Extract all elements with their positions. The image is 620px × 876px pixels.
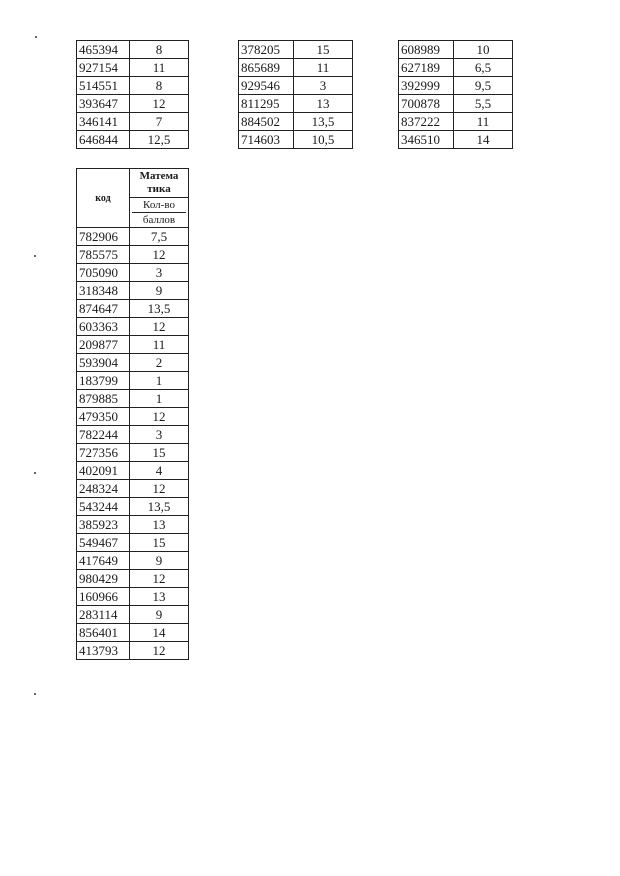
- table-row: [239, 41, 353, 59]
- score-cell: 10: [454, 41, 513, 59]
- table-row: [399, 59, 513, 77]
- score-cell: 4: [130, 462, 189, 480]
- table-row: [77, 95, 189, 113]
- code-cell: 927154: [77, 59, 130, 77]
- score-cell: 15: [294, 41, 353, 59]
- score-cell: 12: [130, 318, 189, 336]
- code-cell: 627189: [399, 59, 454, 77]
- score-cell: 1: [130, 372, 189, 390]
- score-cell: 3: [130, 426, 189, 444]
- score-cell: 11: [454, 113, 513, 131]
- unit-header-line-2: баллов: [142, 214, 176, 226]
- code-cell: 865689: [239, 59, 294, 77]
- score-cell: 12: [130, 408, 189, 426]
- table-row: [399, 113, 513, 131]
- table-row: [77, 444, 189, 462]
- subject-header-line-1: Матема: [139, 170, 179, 182]
- code-cell: 700878: [399, 95, 454, 113]
- unit-header-line-1: Кол-во: [132, 198, 186, 213]
- table-row: [77, 354, 189, 372]
- scores-table-2: [238, 40, 353, 149]
- scan-speck: [34, 255, 36, 257]
- table-row: [77, 113, 189, 131]
- code-cell: 248324: [77, 480, 130, 498]
- score-cell: 7: [130, 113, 189, 131]
- score-cell: 15: [130, 444, 189, 462]
- score-cell: 12,5: [130, 131, 189, 149]
- table-row: [239, 95, 353, 113]
- table-row: [239, 113, 353, 131]
- score-cell: 12: [130, 480, 189, 498]
- table-row: [77, 282, 189, 300]
- code-cell: 782244: [77, 426, 130, 444]
- code-cell: 811295: [239, 95, 294, 113]
- score-cell: 15: [130, 534, 189, 552]
- scan-speck: [34, 472, 36, 474]
- table-row: [77, 390, 189, 408]
- subject-column-header: [130, 169, 189, 198]
- header-row: [77, 169, 189, 198]
- code-cell: 879885: [77, 390, 130, 408]
- code-cell: 856401: [77, 624, 130, 642]
- table-row: [239, 59, 353, 77]
- code-cell: 160966: [77, 588, 130, 606]
- scan-speck: [34, 693, 36, 695]
- code-cell: 785575: [77, 246, 130, 264]
- scores-table-3-body: [399, 41, 513, 149]
- code-cell: 514551: [77, 77, 130, 95]
- subject-header-line-2: тика: [147, 183, 171, 195]
- score-cell: 12: [130, 95, 189, 113]
- code-cell: 393647: [77, 95, 130, 113]
- table-row: [77, 462, 189, 480]
- score-cell: 10,5: [294, 131, 353, 149]
- table-row: [77, 372, 189, 390]
- score-cell: 13,5: [294, 113, 353, 131]
- table-row: [77, 480, 189, 498]
- table-row: [77, 552, 189, 570]
- code-cell: 705090: [77, 264, 130, 282]
- score-cell: 13: [294, 95, 353, 113]
- code-cell: 413793: [77, 642, 130, 660]
- scores-table-3: [398, 40, 513, 149]
- scores-table-1-body: [77, 41, 189, 149]
- math-scores-header: [77, 169, 189, 228]
- table-row: [77, 606, 189, 624]
- score-cell: 11: [130, 59, 189, 77]
- score-cell: 9: [130, 552, 189, 570]
- table-row: [77, 588, 189, 606]
- table-row: [399, 95, 513, 113]
- code-column-header: код: [77, 169, 130, 228]
- code-cell: 543244: [77, 498, 130, 516]
- score-cell: 1: [130, 390, 189, 408]
- score-cell: 2: [130, 354, 189, 372]
- table-row: [399, 131, 513, 149]
- score-cell: 13,5: [130, 498, 189, 516]
- math-scores-body: [77, 228, 189, 660]
- code-cell: 608989: [399, 41, 454, 59]
- table-row: [239, 131, 353, 149]
- table-row: [77, 498, 189, 516]
- code-cell: 727356: [77, 444, 130, 462]
- score-cell: 8: [130, 41, 189, 59]
- table-row: [77, 41, 189, 59]
- code-cell: 346510: [399, 131, 454, 149]
- code-cell: 465394: [77, 41, 130, 59]
- table-row: [77, 516, 189, 534]
- table-row: [77, 318, 189, 336]
- table-row: [77, 426, 189, 444]
- code-cell: 346141: [77, 113, 130, 131]
- table-row: [77, 77, 189, 95]
- code-cell: 884502: [239, 113, 294, 131]
- table-row: [77, 642, 189, 660]
- table-row: [77, 570, 189, 588]
- code-cell: 392999: [399, 77, 454, 95]
- code-cell: 402091: [77, 462, 130, 480]
- score-cell: 13: [130, 588, 189, 606]
- table-row: [77, 408, 189, 426]
- code-cell: 603363: [77, 318, 130, 336]
- table-row: [399, 77, 513, 95]
- code-cell: 646844: [77, 131, 130, 149]
- score-cell: 3: [294, 77, 353, 95]
- table-row: [77, 300, 189, 318]
- code-cell: 714603: [239, 131, 294, 149]
- code-cell: 980429: [77, 570, 130, 588]
- score-cell: 14: [130, 624, 189, 642]
- math-scores-table: [76, 168, 189, 660]
- score-cell: 11: [130, 336, 189, 354]
- table-row: [77, 59, 189, 77]
- score-cell: 3: [130, 264, 189, 282]
- score-cell: 8: [130, 77, 189, 95]
- code-cell: 378205: [239, 41, 294, 59]
- unit-column-header: [130, 198, 189, 228]
- code-cell: 183799: [77, 372, 130, 390]
- code-cell: 593904: [77, 354, 130, 372]
- score-cell: 7,5: [130, 228, 189, 246]
- score-cell: 5,5: [454, 95, 513, 113]
- code-cell: 209877: [77, 336, 130, 354]
- scan-speck: [35, 36, 37, 38]
- scores-table-1: [76, 40, 189, 149]
- code-cell: 385923: [77, 516, 130, 534]
- score-cell: 12: [130, 246, 189, 264]
- score-cell: 9: [130, 282, 189, 300]
- table-row: [77, 264, 189, 282]
- code-cell: 318348: [77, 282, 130, 300]
- score-cell: 6,5: [454, 59, 513, 77]
- code-cell: 837222: [399, 113, 454, 131]
- code-cell: 283114: [77, 606, 130, 624]
- table-row: [77, 131, 189, 149]
- score-cell: 13: [130, 516, 189, 534]
- code-cell: 874647: [77, 300, 130, 318]
- score-cell: 9: [130, 606, 189, 624]
- table-row: [77, 624, 189, 642]
- table-row: [399, 41, 513, 59]
- code-cell: 782906: [77, 228, 130, 246]
- table-row: [239, 77, 353, 95]
- code-cell: 549467: [77, 534, 130, 552]
- score-cell: 14: [454, 131, 513, 149]
- code-cell: 417649: [77, 552, 130, 570]
- code-cell: 929546: [239, 77, 294, 95]
- score-cell: 9,5: [454, 77, 513, 95]
- score-cell: 11: [294, 59, 353, 77]
- table-row: [77, 336, 189, 354]
- table-row: [77, 228, 189, 246]
- table-row: [77, 534, 189, 552]
- score-cell: 12: [130, 642, 189, 660]
- table-row: [77, 246, 189, 264]
- score-cell: 13,5: [130, 300, 189, 318]
- code-cell: 479350: [77, 408, 130, 426]
- scores-table-2-body: [239, 41, 353, 149]
- score-cell: 12: [130, 570, 189, 588]
